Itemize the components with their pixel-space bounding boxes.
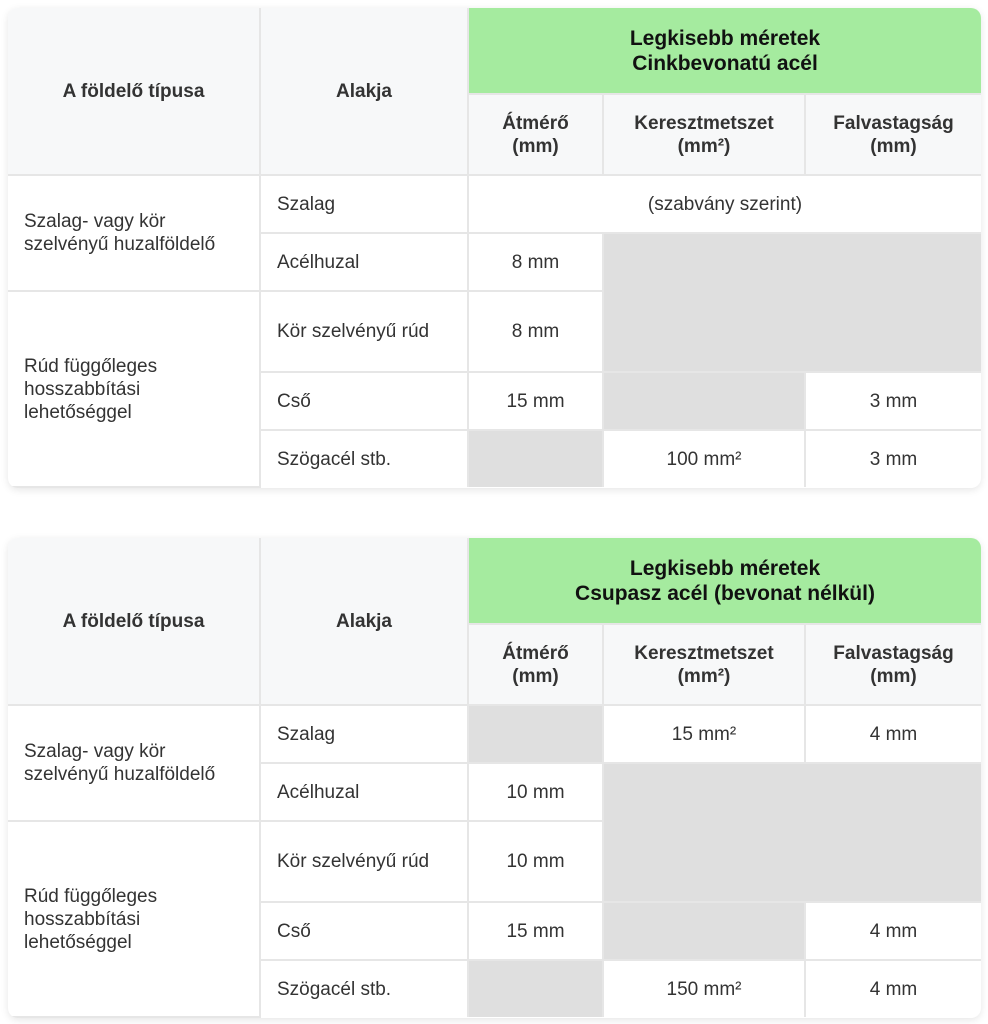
grounding-dimensions-table-1: [8, 8, 981, 488]
diameter-cell: 15 mm: [468, 372, 603, 430]
header-cross-label: Keresztmetszet: [634, 112, 774, 134]
table-row: [8, 175, 981, 233]
header-wall-label: Falvastagság: [833, 112, 954, 134]
shape-cell: Cső: [260, 902, 468, 960]
header-cross-unit: (mm²): [677, 135, 731, 157]
shape-cell: Kör szelvényű rúd: [260, 821, 468, 902]
grounding-dimensions-table-2: [8, 538, 981, 1018]
header-cross-label: Keresztmetszet: [634, 642, 774, 664]
cross-cell: 150 mm²: [603, 960, 805, 1017]
shape-cell: Cső: [260, 372, 468, 430]
header-diameter: [468, 624, 603, 705]
group-title-line2: Cinkbevonatú acél: [632, 51, 818, 75]
diameter-cell: 8 mm: [468, 233, 603, 291]
header-shape: Alakja: [260, 538, 468, 705]
shape-cell: Szalag: [260, 175, 468, 233]
header-cross-section: [603, 624, 805, 705]
group-rod-electrode: Rúd függőleges hosszabbítási lehetőséggel: [8, 291, 260, 487]
header-diameter-label: Átmérő: [502, 112, 569, 134]
header-diameter-label: Átmérő: [502, 642, 569, 664]
header-wall-thickness: [805, 624, 981, 705]
table-zinc-coated-steel: [8, 8, 981, 488]
table-bare-steel: [8, 538, 981, 1018]
header-diameter-unit: (mm): [512, 665, 559, 687]
empty-cell: [603, 763, 981, 902]
wall-cell: 3 mm: [805, 430, 981, 487]
shape-cell: Szögacél stb.: [260, 960, 468, 1017]
cross-cell: 100 mm²: [603, 430, 805, 487]
header-cross-section: [603, 94, 805, 175]
merged-value-cell: (szabvány szerint): [468, 175, 981, 233]
header-wall-unit: (mm): [870, 135, 917, 157]
header-electrode-type: A földelő típusa: [8, 8, 260, 175]
header-wall-label: Falvastagság: [833, 642, 954, 664]
table-row: [8, 705, 981, 763]
shape-cell: Szögacél stb.: [260, 430, 468, 487]
wall-cell: 4 mm: [805, 705, 981, 763]
header-wall-thickness: [805, 94, 981, 175]
header-wall-unit: (mm): [870, 665, 917, 687]
shape-cell: Szalag: [260, 705, 468, 763]
wall-cell: 4 mm: [805, 960, 981, 1017]
header-shape: Alakja: [260, 8, 468, 175]
shape-cell: Acélhuzal: [260, 763, 468, 821]
empty-cell: [468, 430, 603, 487]
header-diameter-unit: (mm): [512, 135, 559, 157]
group-rod-electrode: Rúd függőleges hosszabbítási lehetőséggel: [8, 821, 260, 1017]
wall-cell: 4 mm: [805, 902, 981, 960]
empty-cell: [603, 902, 805, 960]
diameter-cell: 8 mm: [468, 291, 603, 372]
empty-cell: [468, 705, 603, 763]
diameter-cell: 10 mm: [468, 763, 603, 821]
empty-cell: [603, 233, 981, 372]
diameter-cell: 15 mm: [468, 902, 603, 960]
empty-cell: [603, 372, 805, 430]
shape-cell: Acélhuzal: [260, 233, 468, 291]
group-title-line1: Legkisebb méretek: [629, 556, 821, 580]
shape-cell: Kör szelvényű rúd: [260, 291, 468, 372]
empty-cell: [468, 960, 603, 1017]
header-electrode-type: A földelő típusa: [8, 538, 260, 705]
cross-cell: 15 mm²: [603, 705, 805, 763]
diameter-cell: 10 mm: [468, 821, 603, 902]
group-wire-electrode: Szalag- vagy kör szelvényű huzalföldelő: [8, 705, 260, 821]
wall-cell: 3 mm: [805, 372, 981, 430]
header-min-dimensions-group: [468, 538, 981, 624]
group-wire-electrode: Szalag- vagy kör szelvényű huzalföldelő: [8, 175, 260, 291]
group-title-line1: Legkisebb méretek: [629, 26, 821, 50]
header-min-dimensions-group: [468, 8, 981, 94]
group-title-line2: Csupasz acél (bevonat nélkül): [575, 581, 875, 605]
header-cross-unit: (mm²): [677, 665, 731, 687]
header-diameter: [468, 94, 603, 175]
